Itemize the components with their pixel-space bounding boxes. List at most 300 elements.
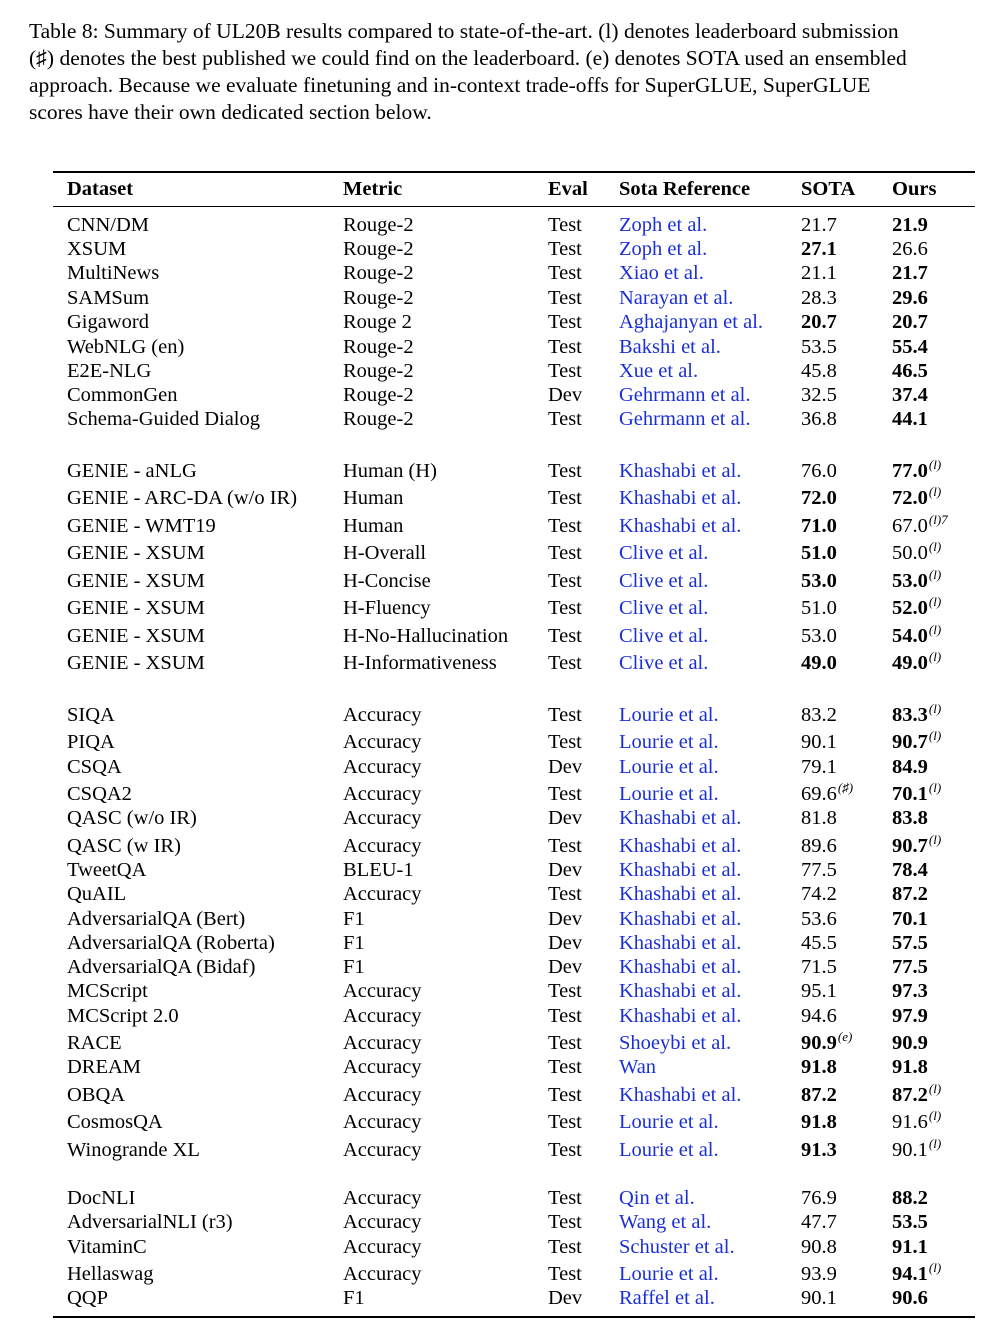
cell-metric-value: Accuracy bbox=[343, 1187, 422, 1209]
cell-eval-value: Test bbox=[548, 1139, 582, 1161]
cell-reference-link[interactable] bbox=[619, 406, 751, 432]
cell-ours-value: 87.2 bbox=[892, 1084, 928, 1106]
cell-sota-value: 53.5 bbox=[801, 336, 837, 358]
cell-ours bbox=[892, 1082, 941, 1108]
cell-dataset bbox=[67, 881, 126, 907]
cell-metric-value: Accuracy bbox=[343, 883, 422, 905]
cell-ours bbox=[892, 805, 928, 831]
cell-sota-value: 36.8 bbox=[801, 408, 837, 430]
cell-dataset bbox=[67, 754, 122, 780]
cell-metric bbox=[343, 1003, 422, 1029]
cell-metric bbox=[343, 285, 414, 311]
cell-reference-link[interactable] bbox=[619, 309, 763, 335]
cell-reference-link[interactable] bbox=[619, 857, 741, 883]
table-row bbox=[0, 595, 990, 621]
cell-reference-link[interactable] bbox=[619, 833, 741, 859]
cell-metric bbox=[343, 595, 431, 621]
cell-eval bbox=[548, 334, 582, 360]
cell-metric-value: Rouge-2 bbox=[343, 287, 414, 309]
cell-eval bbox=[548, 1209, 582, 1235]
cell-ours bbox=[892, 540, 941, 566]
cell-eval-value: Test bbox=[548, 336, 582, 358]
cell-eval-value: Test bbox=[548, 1032, 582, 1054]
cell-dataset bbox=[67, 595, 205, 621]
cell-ours bbox=[892, 906, 928, 932]
cell-sota-value: 49.0 bbox=[801, 652, 837, 674]
cell-metric bbox=[343, 1234, 422, 1260]
cell-ours-note: (l) bbox=[928, 649, 942, 664]
cell-eval-value: Dev bbox=[548, 956, 583, 978]
table-row bbox=[0, 978, 990, 1004]
cell-dataset-value: WebNLG (en) bbox=[67, 336, 185, 358]
cell-dataset-value: GENIE - XSUM bbox=[67, 542, 205, 564]
cell-dataset bbox=[67, 1003, 179, 1029]
cell-sota bbox=[801, 1003, 837, 1029]
cell-reference-link-value: Wan bbox=[619, 1056, 657, 1078]
cell-dataset bbox=[67, 954, 255, 980]
cell-reference-link[interactable] bbox=[619, 954, 741, 980]
cell-eval-value: Test bbox=[548, 625, 582, 647]
cell-reference-link[interactable] bbox=[619, 485, 741, 511]
cell-eval bbox=[548, 1109, 582, 1135]
cell-metric-value: F1 bbox=[343, 1287, 365, 1309]
table-row bbox=[0, 334, 990, 360]
cell-sota-value: 27.1 bbox=[801, 238, 837, 260]
cell-eval bbox=[548, 857, 582, 883]
cell-ours-value: 26.6 bbox=[892, 238, 928, 260]
cell-eval bbox=[548, 1234, 582, 1260]
cell-ours-value: 55.4 bbox=[892, 336, 928, 358]
cell-dataset bbox=[67, 729, 115, 755]
cell-ours bbox=[892, 623, 941, 649]
cell-reference-link-value: Lourie et al. bbox=[619, 1111, 719, 1133]
cell-dataset-value: SIQA bbox=[67, 704, 115, 726]
cell-eval bbox=[548, 754, 582, 780]
table-row bbox=[0, 358, 990, 384]
cell-reference-link[interactable] bbox=[619, 513, 741, 539]
cell-sota bbox=[801, 1137, 837, 1163]
cell-ours-value: 91.6 bbox=[892, 1111, 928, 1133]
cell-dataset bbox=[67, 285, 149, 311]
cell-reference-link[interactable] bbox=[619, 458, 741, 484]
cell-ours bbox=[892, 1109, 941, 1135]
cell-reference-link[interactable] bbox=[619, 702, 719, 728]
cell-metric-value: Accuracy bbox=[343, 1236, 422, 1258]
cell-reference-link[interactable] bbox=[619, 1003, 741, 1029]
cell-metric bbox=[343, 540, 426, 566]
cell-ours bbox=[892, 729, 941, 755]
cell-dataset bbox=[67, 382, 177, 408]
cell-reference-link-value: Lourie et al. bbox=[619, 1263, 719, 1285]
cell-reference-link-value: Clive et al. bbox=[619, 570, 709, 592]
cell-eval bbox=[548, 1030, 582, 1056]
cell-eval bbox=[548, 1185, 582, 1211]
cell-dataset-value: PIQA bbox=[67, 731, 115, 753]
cell-sota-value: 94.6 bbox=[801, 1005, 837, 1027]
header-ours: Ours bbox=[892, 178, 937, 200]
cell-dataset-value: AdversarialQA (Roberta) bbox=[67, 932, 275, 954]
cell-reference-link[interactable] bbox=[619, 1185, 695, 1211]
cell-sota-value: 91.8 bbox=[801, 1111, 837, 1133]
cell-reference-link[interactable] bbox=[619, 1054, 656, 1080]
cell-eval bbox=[548, 540, 582, 566]
cell-metric bbox=[343, 754, 422, 780]
cell-ours-value: 90.9 bbox=[892, 1032, 928, 1054]
table-row bbox=[0, 623, 990, 649]
cell-reference-link[interactable] bbox=[619, 650, 708, 676]
cell-sota-note: (e) bbox=[837, 1029, 853, 1044]
cell-dataset bbox=[67, 978, 148, 1004]
cell-dataset-value: XSUM bbox=[67, 238, 127, 260]
cell-reference-link-value: Khashabi et al. bbox=[619, 515, 742, 537]
cell-dataset bbox=[67, 1054, 141, 1080]
cell-eval bbox=[548, 285, 582, 311]
table-row bbox=[0, 568, 990, 594]
cell-eval-value: Test bbox=[548, 1005, 582, 1027]
cell-sota-value: 91.3 bbox=[801, 1139, 837, 1161]
cell-ours-value: 57.5 bbox=[892, 932, 928, 954]
cell-metric-value: Accuracy bbox=[343, 731, 422, 753]
cell-ours bbox=[892, 930, 928, 956]
cell-dataset-value: MCScript bbox=[67, 980, 148, 1002]
caption-line: (♯) denotes the best published we could find on the leaderboard. (e) denotes SOTA used an ensembled bbox=[29, 46, 907, 70]
cell-reference-link[interactable] bbox=[619, 568, 708, 594]
table-row bbox=[0, 1234, 990, 1260]
cell-sota-value: 90.9 bbox=[801, 1032, 837, 1054]
cell-eval bbox=[548, 513, 582, 539]
cell-eval bbox=[548, 954, 582, 980]
cell-eval-value: Dev bbox=[548, 908, 583, 930]
cell-sota bbox=[801, 702, 837, 728]
cell-reference-link[interactable] bbox=[619, 623, 708, 649]
cell-ours-value: 87.2 bbox=[892, 883, 928, 905]
cell-dataset bbox=[67, 1030, 122, 1056]
cell-reference-link[interactable] bbox=[619, 1209, 711, 1235]
cell-reference-link-value: Aghajanyan et al. bbox=[619, 311, 764, 333]
cell-eval-value: Test bbox=[548, 487, 582, 509]
cell-metric-value: BLEU-1 bbox=[343, 859, 414, 881]
cell-dataset-value: CNN/DM bbox=[67, 214, 150, 236]
cell-reference-link[interactable] bbox=[619, 540, 708, 566]
cell-metric-value: H-Informativeness bbox=[343, 652, 497, 674]
cell-metric bbox=[343, 236, 414, 262]
cell-metric-value: Human bbox=[343, 515, 404, 537]
cell-reference-link[interactable] bbox=[619, 212, 707, 238]
cell-reference-link[interactable] bbox=[619, 285, 733, 311]
cell-metric-value: Rouge 2 bbox=[343, 311, 412, 333]
cell-reference-link-value: Raffel et al. bbox=[619, 1287, 715, 1309]
cell-sota bbox=[801, 623, 837, 649]
cell-reference-link[interactable] bbox=[619, 1285, 715, 1311]
cell-dataset bbox=[67, 513, 216, 539]
cell-metric bbox=[343, 954, 365, 980]
cell-reference-link[interactable] bbox=[619, 729, 719, 755]
cell-reference-link-value: Shoeybi et al. bbox=[619, 1032, 732, 1054]
cell-dataset-value: VitaminC bbox=[67, 1236, 147, 1258]
cell-sota-value: 87.2 bbox=[801, 1084, 837, 1106]
cell-reference-link[interactable] bbox=[619, 1261, 719, 1287]
cell-eval bbox=[548, 382, 582, 408]
cell-reference-link-value: Khashabi et al. bbox=[619, 883, 742, 905]
cell-metric bbox=[343, 1030, 422, 1056]
cell-ours bbox=[892, 309, 928, 335]
cell-reference-link[interactable] bbox=[619, 236, 707, 262]
cell-sota bbox=[801, 1261, 837, 1287]
cell-reference-link-value: Khashabi et al. bbox=[619, 1084, 742, 1106]
cell-ours-note: (l) bbox=[928, 539, 942, 554]
cell-metric-value: Accuracy bbox=[343, 1056, 422, 1078]
cell-sota bbox=[801, 309, 837, 335]
table-caption bbox=[29, 18, 990, 126]
cell-reference-link-value: Wang et al. bbox=[619, 1211, 712, 1233]
cell-reference-link[interactable] bbox=[619, 754, 719, 780]
cell-reference-link[interactable] bbox=[619, 881, 741, 907]
cell-metric-value: Accuracy bbox=[343, 1263, 422, 1285]
cell-metric-value: Accuracy bbox=[343, 1084, 422, 1106]
cell-dataset bbox=[67, 623, 205, 649]
cell-reference-link[interactable] bbox=[619, 906, 741, 932]
cell-ours-value: 50.0 bbox=[892, 542, 928, 564]
cell-reference-link[interactable] bbox=[619, 260, 704, 286]
cell-dataset-value: QQP bbox=[67, 1287, 109, 1309]
cell-eval bbox=[548, 781, 582, 807]
cell-ours bbox=[892, 978, 928, 1004]
cell-ours-value: 49.0 bbox=[892, 652, 928, 674]
cell-ours bbox=[892, 1185, 928, 1211]
cell-reference-link[interactable] bbox=[619, 358, 698, 384]
cell-sota bbox=[801, 805, 837, 831]
cell-sota bbox=[801, 568, 837, 594]
cell-sota bbox=[801, 382, 837, 408]
cell-sota bbox=[801, 650, 837, 676]
cell-eval bbox=[548, 595, 582, 621]
cell-reference-link[interactable] bbox=[619, 595, 708, 621]
cell-reference-link[interactable] bbox=[619, 781, 719, 807]
cell-dataset-value: AdversarialQA (Bert) bbox=[67, 908, 246, 930]
cell-metric-value: Accuracy bbox=[343, 835, 422, 857]
cell-ours-value: 94.1 bbox=[892, 1263, 928, 1285]
cell-sota-value: 74.2 bbox=[801, 883, 837, 905]
cell-metric bbox=[343, 1054, 422, 1080]
cell-eval bbox=[548, 568, 582, 594]
cell-reference-link[interactable] bbox=[619, 930, 741, 956]
cell-reference-link[interactable] bbox=[619, 1109, 719, 1135]
cell-dataset-value: OBQA bbox=[67, 1084, 126, 1106]
cell-ours bbox=[892, 833, 941, 859]
cell-eval bbox=[548, 702, 582, 728]
cell-metric bbox=[343, 857, 414, 883]
cell-ours-value: 53.5 bbox=[892, 1211, 928, 1233]
cell-reference-link-value: Lourie et al. bbox=[619, 1139, 719, 1161]
cell-metric bbox=[343, 334, 414, 360]
cell-ours-note: (l) bbox=[928, 622, 942, 637]
table-row bbox=[0, 906, 990, 932]
cell-sota-value: 90.8 bbox=[801, 1236, 837, 1258]
cell-eval-value: Test bbox=[548, 460, 582, 482]
cell-ours-note: (l) bbox=[928, 701, 942, 716]
cell-eval-value: Test bbox=[548, 1263, 582, 1285]
cell-ours-value: 90.7 bbox=[892, 835, 928, 857]
cell-ours-value: 77.0 bbox=[892, 460, 928, 482]
cell-sota bbox=[801, 285, 837, 311]
cell-metric-value: Human bbox=[343, 487, 404, 509]
cell-sota bbox=[801, 1285, 837, 1311]
cell-eval bbox=[548, 1137, 582, 1163]
cell-dataset bbox=[67, 1234, 147, 1260]
cell-sota bbox=[801, 1054, 837, 1080]
cell-ours bbox=[892, 1285, 928, 1311]
cell-metric bbox=[343, 382, 414, 408]
cell-reference-link[interactable] bbox=[619, 1030, 731, 1056]
cell-reference-link-value: Zoph et al. bbox=[619, 238, 708, 260]
cell-reference-link[interactable] bbox=[619, 978, 741, 1004]
cell-sota bbox=[801, 930, 837, 956]
cell-eval bbox=[548, 650, 582, 676]
cell-reference-link-value: Khashabi et al. bbox=[619, 1005, 742, 1027]
cell-eval-value: Test bbox=[548, 542, 582, 564]
table-row bbox=[0, 260, 990, 286]
cell-ours-note: (l) bbox=[928, 567, 942, 582]
cell-dataset bbox=[67, 212, 149, 238]
cell-sota-value: 51.0 bbox=[801, 597, 837, 619]
cell-sota bbox=[801, 857, 837, 883]
cell-metric-value: Rouge-2 bbox=[343, 408, 414, 430]
cell-sota-value: 83.2 bbox=[801, 704, 837, 726]
cell-sota bbox=[801, 881, 837, 907]
cell-ours-value: 91.8 bbox=[892, 1056, 928, 1078]
cell-reference-link[interactable] bbox=[619, 382, 751, 408]
table-row bbox=[0, 930, 990, 956]
cell-ours-value: 78.4 bbox=[892, 859, 928, 881]
cell-reference-link-value: Xiao et al. bbox=[619, 262, 704, 284]
cell-sota-value: 79.1 bbox=[801, 756, 837, 778]
cell-sota-value: 53.0 bbox=[801, 625, 837, 647]
cell-metric bbox=[343, 309, 412, 335]
cell-reference-link-value: Lourie et al. bbox=[619, 704, 719, 726]
cell-metric bbox=[343, 260, 414, 286]
cell-metric bbox=[343, 805, 422, 831]
cell-sota-value: 32.5 bbox=[801, 384, 837, 406]
cell-eval-value: Test bbox=[548, 1084, 582, 1106]
cell-reference-link[interactable] bbox=[619, 1137, 719, 1163]
cell-sota bbox=[801, 754, 837, 780]
cell-metric-value: Accuracy bbox=[343, 807, 422, 829]
cell-eval-value: Test bbox=[548, 883, 582, 905]
cell-metric-value: H-No-Hallucination bbox=[343, 625, 509, 647]
table-row bbox=[0, 805, 990, 831]
header-rule bbox=[53, 206, 975, 207]
cell-metric-value: Accuracy bbox=[343, 1005, 422, 1027]
table-row bbox=[0, 285, 990, 311]
cell-dataset-value: Winogrande XL bbox=[67, 1139, 200, 1161]
cell-sota bbox=[801, 833, 837, 859]
cell-dataset-value: E2E-NLG bbox=[67, 360, 152, 382]
cell-sota bbox=[801, 260, 837, 286]
cell-dataset-value: GENIE - XSUM bbox=[67, 570, 205, 592]
cell-reference-link-value: Khashabi et al. bbox=[619, 807, 742, 829]
cell-ours bbox=[892, 954, 928, 980]
cell-metric-value: F1 bbox=[343, 908, 365, 930]
cell-ours-note: (l) bbox=[928, 1136, 942, 1151]
cell-metric-value: Rouge-2 bbox=[343, 384, 414, 406]
cell-reference-link-value: Gehrmann et al. bbox=[619, 408, 751, 430]
cell-sota-value: 53.6 bbox=[801, 908, 837, 930]
cell-metric-value: Accuracy bbox=[343, 1211, 422, 1233]
cell-sota-value: 21.7 bbox=[801, 214, 837, 236]
table-row bbox=[0, 1054, 990, 1080]
cell-ours-note: (l) bbox=[928, 594, 942, 609]
cell-metric bbox=[343, 406, 414, 432]
table-row bbox=[0, 236, 990, 262]
cell-eval-value: Test bbox=[548, 238, 582, 260]
cell-metric bbox=[343, 212, 414, 238]
cell-ours-value: 77.5 bbox=[892, 956, 928, 978]
cell-eval-value: Test bbox=[548, 980, 582, 1002]
cell-eval-value: Dev bbox=[548, 807, 583, 829]
cell-dataset bbox=[67, 1285, 108, 1311]
cell-sota-value: 51.0 bbox=[801, 542, 837, 564]
cell-reference-link-value: Clive et al. bbox=[619, 597, 709, 619]
cell-reference-link-value: Qin et al. bbox=[619, 1187, 695, 1209]
cell-sota bbox=[801, 595, 837, 621]
cell-ours-value: 90.6 bbox=[892, 1287, 928, 1309]
cell-metric bbox=[343, 513, 403, 539]
cell-metric-value: Rouge-2 bbox=[343, 336, 414, 358]
cell-reference-link[interactable] bbox=[619, 805, 741, 831]
cell-dataset bbox=[67, 1137, 200, 1163]
cell-metric bbox=[343, 729, 422, 755]
cell-ours bbox=[892, 1030, 928, 1056]
cell-metric bbox=[343, 702, 422, 728]
cell-metric-value: Accuracy bbox=[343, 1111, 422, 1133]
cell-metric-value: Rouge-2 bbox=[343, 214, 414, 236]
cell-ours bbox=[892, 260, 928, 286]
cell-metric bbox=[343, 623, 508, 649]
cell-sota-value: 93.9 bbox=[801, 1263, 837, 1285]
cell-eval bbox=[548, 212, 582, 238]
cell-metric bbox=[343, 358, 414, 384]
header-dataset: Dataset bbox=[67, 178, 134, 200]
cell-dataset-value: CosmosQA bbox=[67, 1111, 163, 1133]
cell-ours-note: (l) bbox=[928, 728, 942, 743]
cell-ours-value: 90.7 bbox=[892, 731, 928, 753]
cell-dataset bbox=[67, 702, 115, 728]
cell-metric-value: F1 bbox=[343, 932, 365, 954]
cell-dataset bbox=[67, 540, 205, 566]
cell-metric bbox=[343, 1137, 422, 1163]
cell-ours-value: 72.0 bbox=[892, 487, 928, 509]
caption-line: approach. Because we evaluate finetuning and in-context trade-offs for SuperGLUE, SuperGLUE bbox=[29, 73, 871, 97]
cell-dataset bbox=[67, 1185, 135, 1211]
cell-reference-link[interactable] bbox=[619, 334, 721, 360]
cell-reference-link[interactable] bbox=[619, 1082, 741, 1108]
cell-reference-link-value: Schuster et al. bbox=[619, 1236, 735, 1258]
cell-reference-link[interactable] bbox=[619, 1234, 735, 1260]
cell-metric-value: Rouge-2 bbox=[343, 238, 414, 260]
cell-sota bbox=[801, 1209, 837, 1235]
cell-ours bbox=[892, 1209, 928, 1235]
cell-sota-value: 76.0 bbox=[801, 460, 837, 482]
cell-reference-link-value: Lourie et al. bbox=[619, 756, 719, 778]
cell-sota bbox=[801, 1109, 837, 1135]
cell-eval-value: Test bbox=[548, 1211, 582, 1233]
table-row bbox=[0, 833, 990, 859]
cell-sota-value: 71.5 bbox=[801, 956, 837, 978]
cell-sota bbox=[801, 485, 837, 511]
cell-reference-link-value: Khashabi et al. bbox=[619, 487, 742, 509]
cell-sota-value: 21.1 bbox=[801, 262, 837, 284]
cell-metric-value: Accuracy bbox=[343, 980, 422, 1002]
